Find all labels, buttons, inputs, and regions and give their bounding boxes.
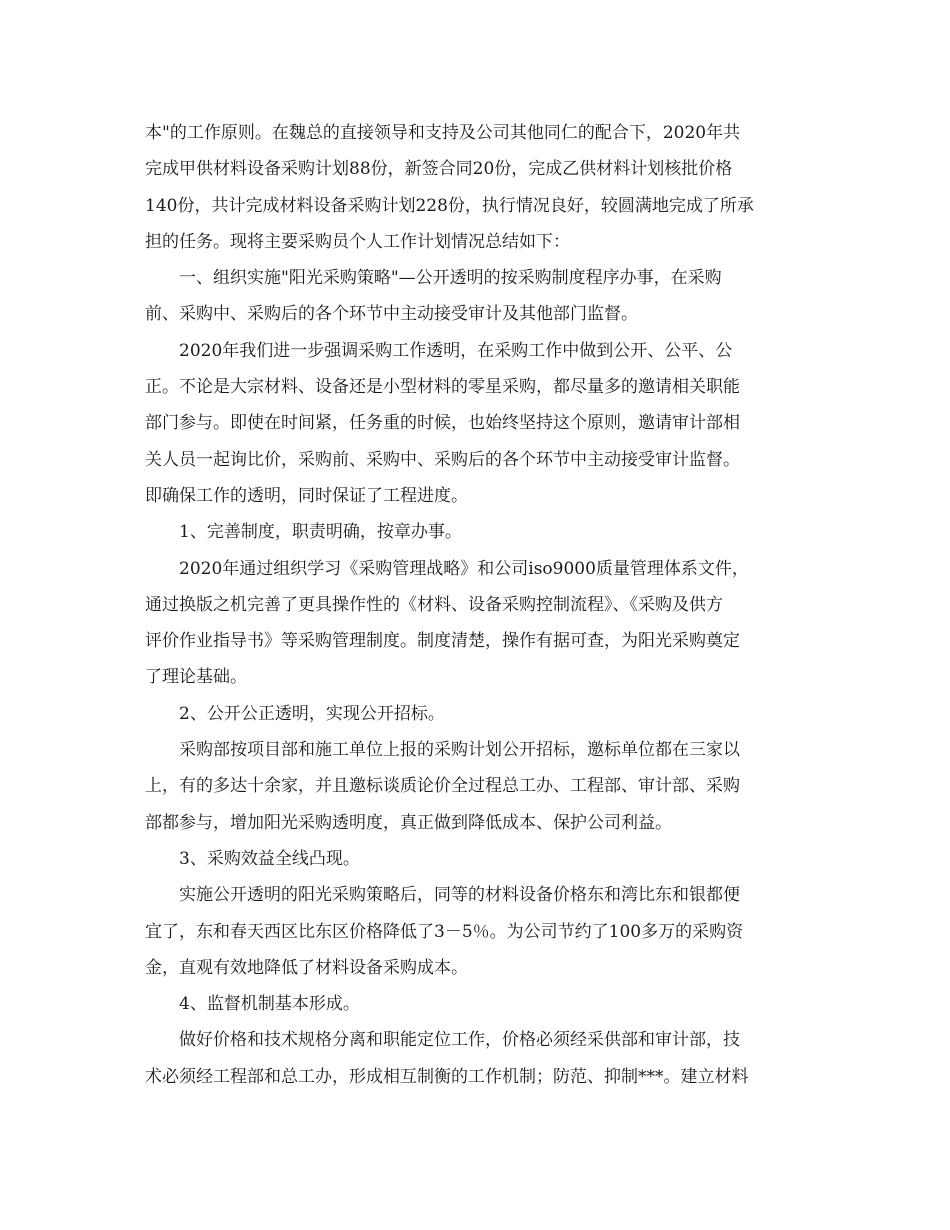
text-line-15: 评价作业指导书》等采购管理制度。制度清楚，操作有据可查，为阳光采购奠定: [145, 631, 740, 652]
text-line-9: 部门参与。即使在时间紧，任务重的时候，也始终坚持这个原则，邀请审计部相: [145, 413, 740, 434]
text-line-10: 关人员一起询比价，采购前、采购中、采购后的各个环节中主动接受审计监督。: [145, 449, 740, 470]
text-line-14: 通过换版之机完善了更具操作性的《材料、设备采购控制流程》、《采购及供方: [145, 594, 723, 615]
text-line-20: 部都参与，增加阳光采购透明度，真正做到降低成本、保护公司利益。: [145, 812, 672, 833]
text-line-24: 金，直观有效地降低了材料设备采购成本。: [145, 957, 468, 978]
text-line-6: 前、采购中、采购后的各个环节中主动接受审计及其他部门监督。: [145, 304, 638, 325]
document-body: [145, 115, 805, 1095]
subheading-3: 3、采购效益全线凸现。: [179, 848, 360, 869]
subheading-2: 2、公开公正透明，实现公开招标。: [179, 703, 445, 724]
text-line-8: 正。不论是大宗材料、设备还是小型材料的零星采购，都尽量多的邀请相关职能: [145, 377, 740, 398]
text-line-2: 完成甲供材料设备采购计划88份，新签合同20份，完成乙供材料计划核批价格: [145, 159, 733, 180]
subheading-4: 4、监督机制基本形成。: [179, 994, 360, 1015]
subheading-1: 1、完善制度，职责明确，按章办事。: [179, 522, 462, 543]
text-line-4: 担的任务。现将主要采购员个人工作计划情况总结如下：: [145, 231, 570, 252]
text-line-23: 宜了，东和春天西区比东区价格降低了3－5％。为公司节约了100多万的采购资: [145, 921, 744, 942]
text-line-11: 即确保工作的透明，同时保证了工程进度。: [145, 485, 468, 506]
section-heading-1: 一、组织实施"阳光采购策略"—公开透明的按采购制度程序办事，在采购: [179, 268, 722, 289]
text-line-1: 本"的工作原则。在魏总的直接领导和支持及公司其他同仁的配合下，2020年共: [145, 123, 741, 143]
text-line-18: 采购部按项目部和施工单位上报的采购计划公开招标，邀标单位都在三家以: [179, 740, 740, 761]
text-line-19: 上，有的多达十余家，并且邀标谈质论价全过程总工办、工程部、审计部、采购: [145, 776, 740, 797]
text-line-3: 140份，共计完成材料设备采购计划228份，执行情况良好，较圆满地完成了所承: [145, 195, 754, 216]
text-line-22: 实施公开透明的阳光采购策略后，同等的材料设备价格东和湾比东和银都便: [179, 885, 740, 906]
text-line-27: 术必须经工程部和总工办，形成相互制衡的工作机制；防范、抑制***。建立材料: [145, 1066, 749, 1087]
text-line-16: 了理论基础。: [145, 667, 247, 688]
text-line-7: 2020年我们进一步强调采购工作透明，在采购工作中做到公开、公平、公: [179, 340, 733, 361]
text-line-13: 2020年通过组织学习《采购管理战略》和公司iso9000质量管理体系文件，: [179, 558, 749, 579]
text-line-26: 做好价格和技术规格分离和职能定位工作，价格必须经采供部和审计部，技: [179, 1030, 740, 1051]
